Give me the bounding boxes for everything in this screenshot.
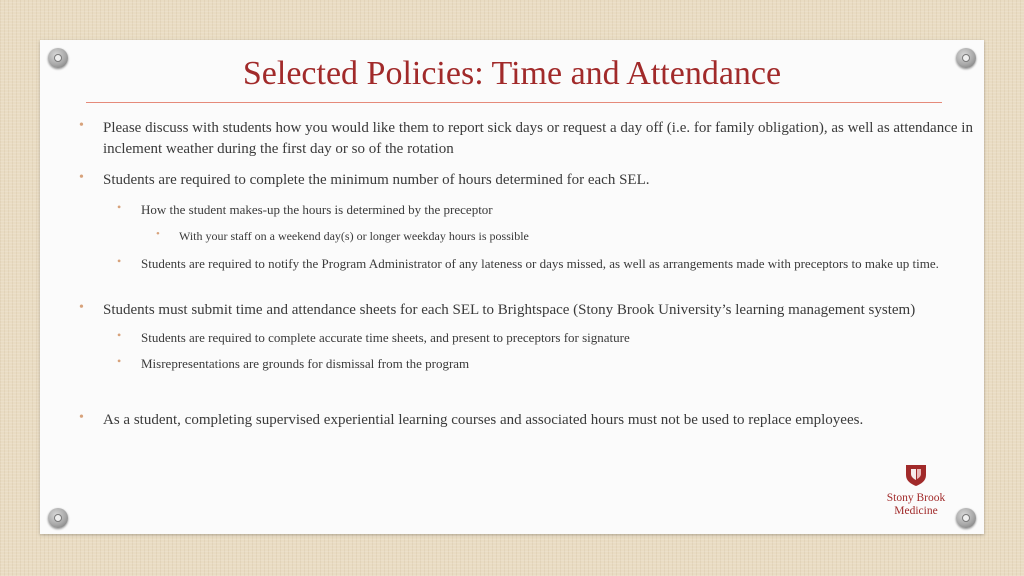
bullet-icon: •	[79, 170, 84, 185]
logo-text: Stony Brook Medicine	[886, 492, 946, 517]
thumbtack-icon	[48, 508, 68, 528]
bullet-text: Students must submit time and attendance sheets for each SEL to Brightspace (Stony Brook University’s learning management system)	[103, 302, 916, 318]
bullet-icon: •	[156, 228, 160, 240]
bullet-text: Please discuss with students how you would like them to report sick days or request a day off (i.e. for family obligation), as well as attendance in inclement weather during the first day or so of the rotation	[103, 120, 973, 157]
sub-bullet-text: Students are required to complete accurate time sheets, and present to preceptors for signature	[141, 330, 630, 345]
slide-board	[40, 40, 984, 534]
bullet-icon: •	[117, 254, 122, 268]
sub-bullet-text: How the student makes-up the hours is determined by the preceptor	[141, 202, 493, 217]
sub-sub-bullet-text: With your staff on a weekend day(s) or longer weekday hours is possible	[179, 229, 529, 243]
bullet-text: Students are required to complete the minimum number of hours determined for each SEL.	[103, 172, 650, 188]
bullet-icon: •	[117, 200, 122, 214]
bullet-icon: •	[117, 354, 122, 368]
slide-title: Selected Policies: Time and Attendance	[242, 55, 782, 92]
bullet-icon: •	[79, 410, 84, 425]
bullet-icon: •	[117, 328, 122, 342]
bullet-text: As a student, completing supervised experiential learning courses and associated hours must not be used to replace employees.	[103, 412, 864, 428]
bullet-icon: •	[79, 118, 84, 133]
sub-bullet-text: Misrepresentations are grounds for dismissal from the program	[141, 356, 470, 371]
bullet-icon: •	[79, 300, 84, 315]
stony-brook-medicine-logo	[878, 463, 954, 521]
stony-brook-shield-icon	[903, 463, 929, 487]
sub-bullet-text: Students are required to notify the Program Administrator of any lateness or days missed, as well as arrangements made with preceptors to make up time.	[141, 256, 939, 271]
title-divider	[86, 102, 942, 103]
thumbtack-icon	[956, 508, 976, 528]
